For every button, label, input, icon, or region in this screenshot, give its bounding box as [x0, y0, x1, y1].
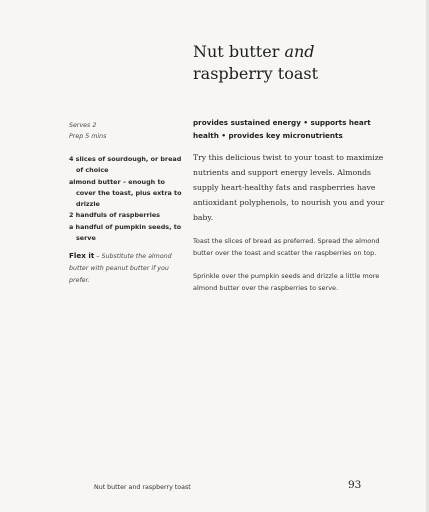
running-footer-title: Nut butter and raspberry toast: [94, 484, 191, 491]
title-line-2: raspberry toast: [193, 64, 319, 83]
title-text: Nut butter: [193, 42, 285, 61]
flex-it-text: Substitute the almond butter with peanut butter if you prefer.: [69, 253, 172, 285]
recipe-intro: Try this delicious twist to your toast to maximize nutrients and support energy levels. Almonds supply heart-healthy fats and raspberries have antioxidant polyphenols, to nourish you and your baby.: [193, 153, 385, 222]
ingredients-list: [69, 154, 184, 244]
flex-it-label: Flex it: [69, 251, 95, 261]
ingredient-item: 4 slices of sourdough, or bread of choice: [69, 155, 182, 175]
prep-time-text: Prep 5 mins: [69, 133, 107, 140]
ingredient-item: 2 handfuls of raspberries: [69, 211, 160, 220]
serves-text: Serves 2: [69, 122, 97, 129]
ingredient-item: a handful of pumpkin seeds, to serve: [69, 222, 182, 243]
recipe-main: [193, 116, 396, 294]
flex-it-separator: –: [94, 253, 102, 261]
ingredient-item: almond butter – enough to cover the toast, plus extra to drizzle: [69, 177, 182, 209]
flex-it-note: [69, 250, 184, 287]
recipe-title: [193, 41, 413, 85]
benefits-summary: provides sustained energy • supports heart health • provides key micronutrients: [193, 118, 371, 140]
method-step-1: Toast the slices of bread as preferred. Spread the almond butter over the toast and scatter the raspberries on top.: [193, 237, 380, 258]
method-step-2: Sprinkle over the pumpkin seeds and drizzle a little more almond butter over the raspberries to serve.: [193, 271, 380, 292]
recipe-sidebar: [69, 120, 184, 287]
page-number: 93: [348, 479, 362, 491]
title-italic-word: and: [284, 42, 315, 61]
